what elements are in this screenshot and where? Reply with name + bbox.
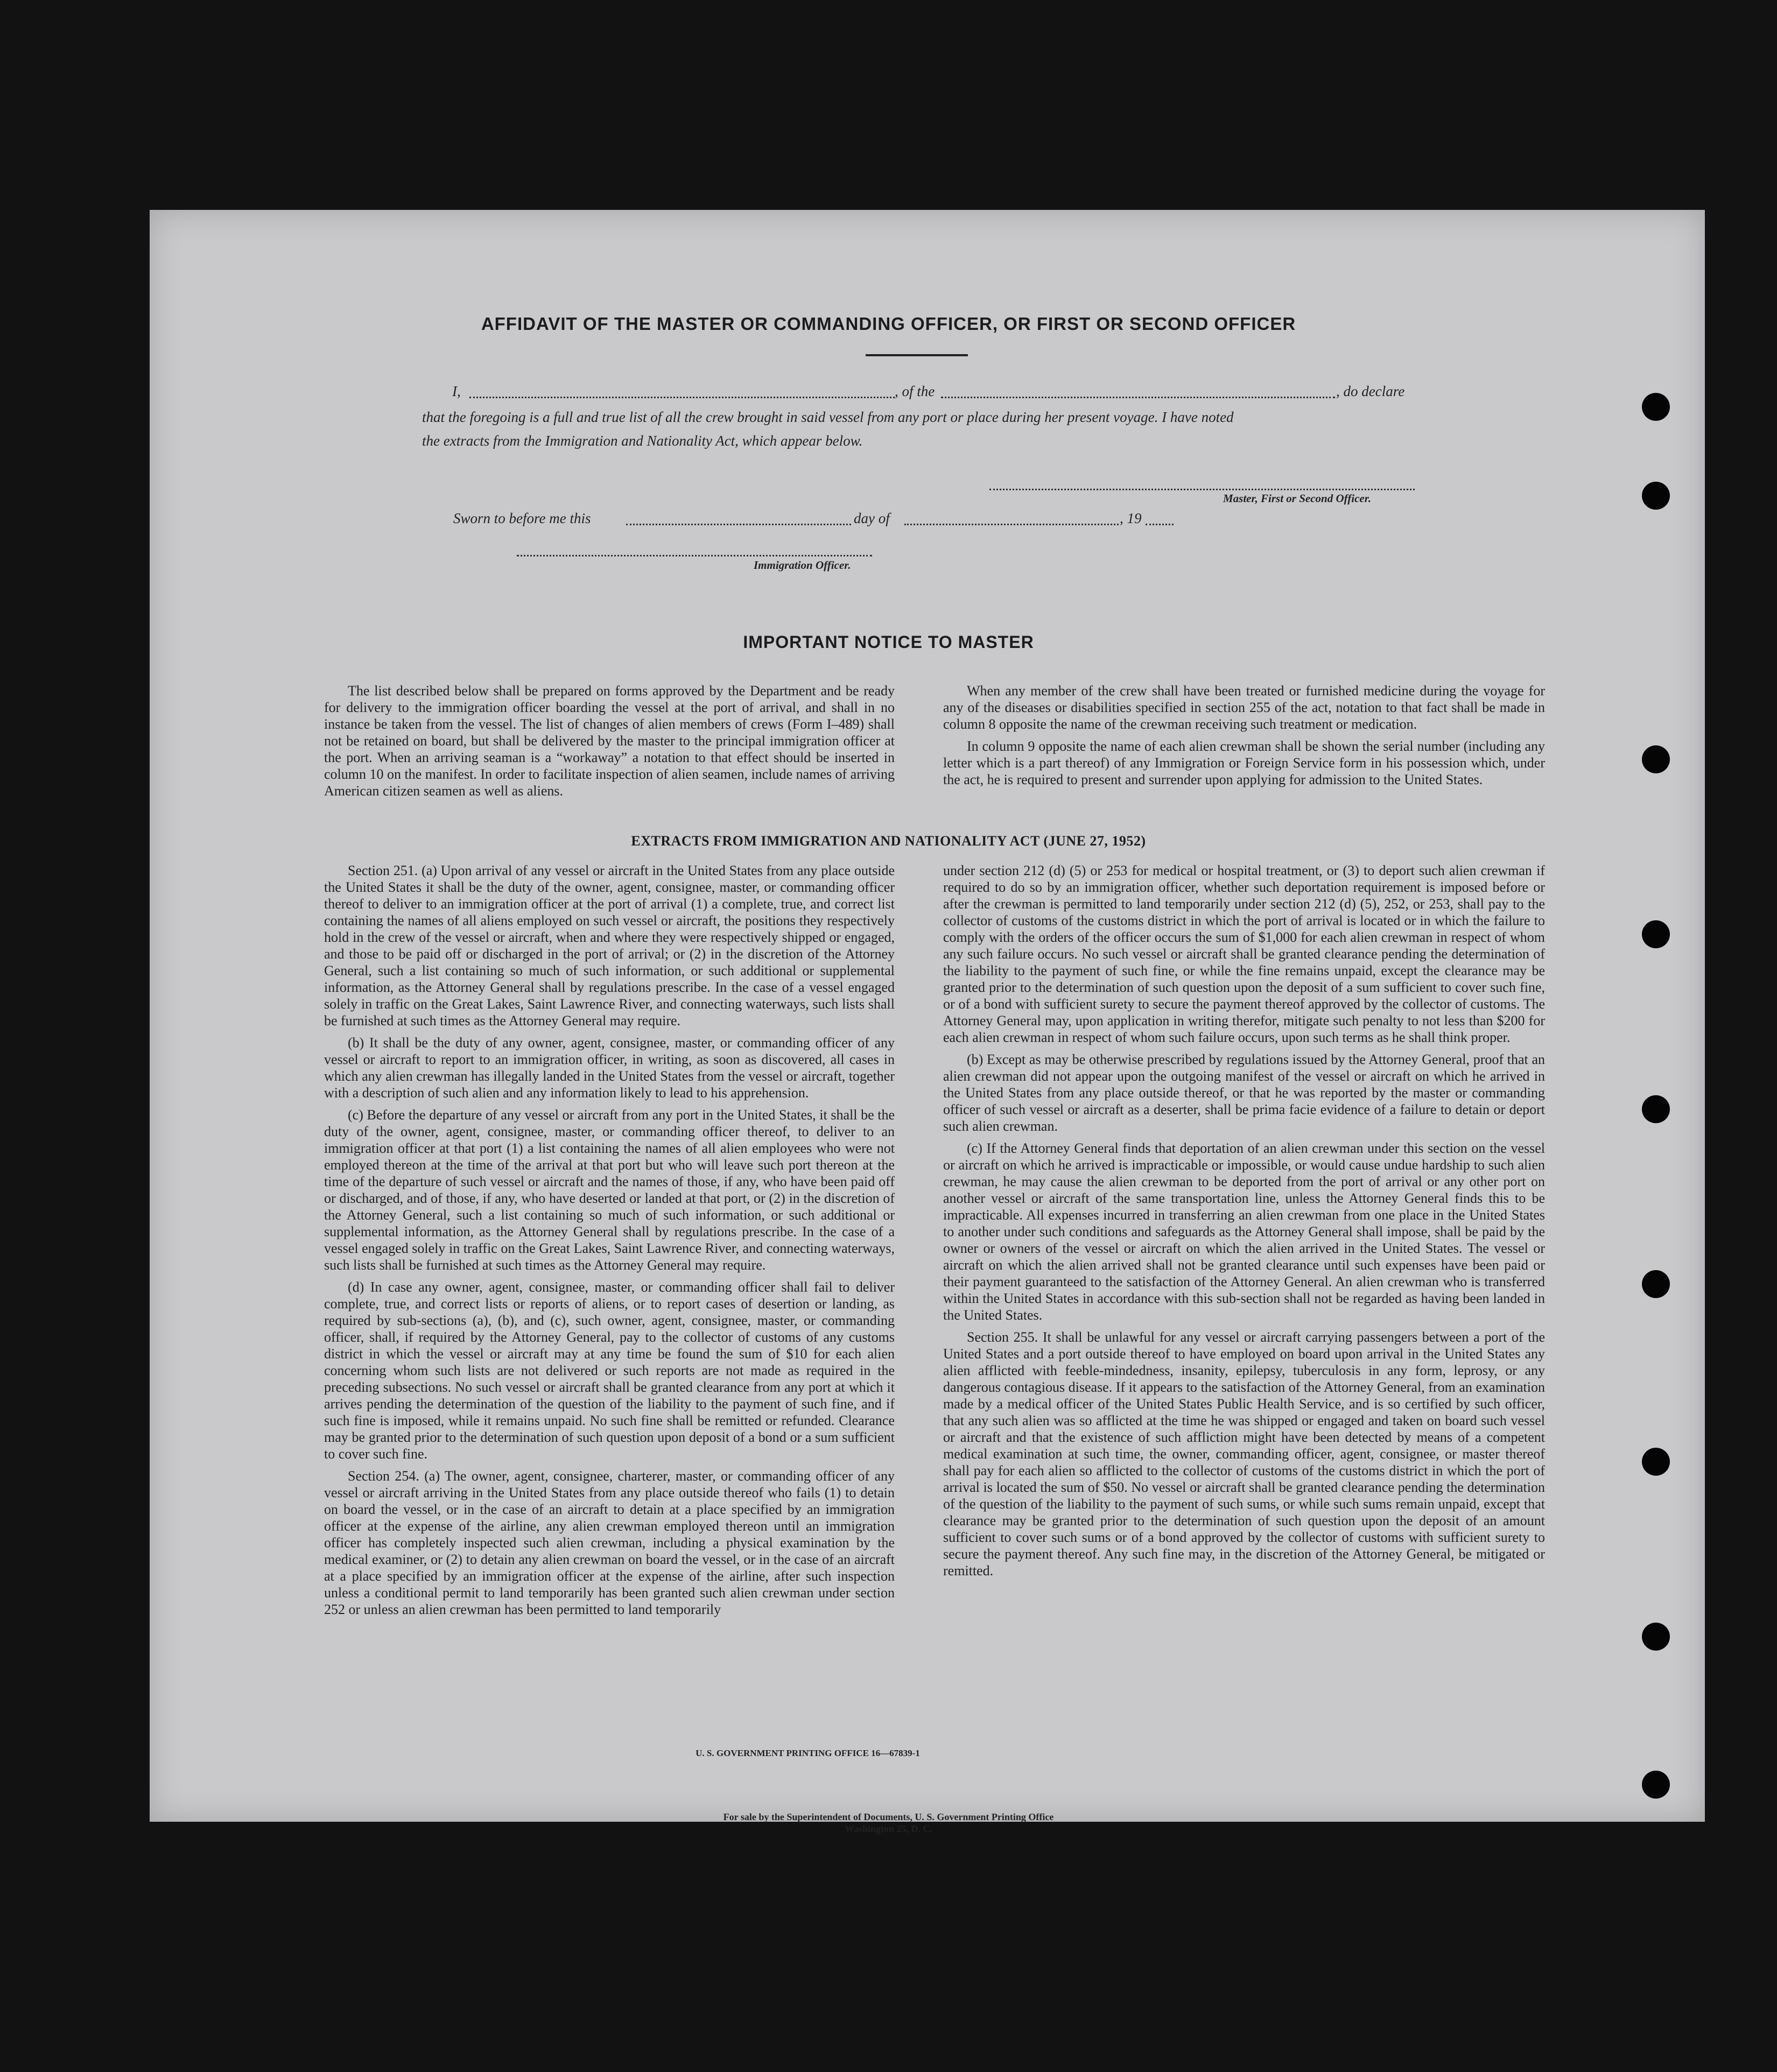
notice-left-column	[324, 682, 895, 805]
year-label: , 19	[1120, 510, 1142, 526]
officer-signature-label: Immigration Officer.	[754, 559, 851, 572]
name-field[interactable]	[469, 397, 895, 398]
punch-hole	[1642, 1095, 1670, 1123]
notice-left-paragraph: The list described below shall be prepared on forms approved by the Department and be ready for delivery to the immigration officer boarding the vessel at the port of arrival, and shall in no instance be taken from the vessel. The list of changes of alien members of crews (Form I–489) shall not be retained on board, but shall be delivered by the master to the principal immigration officer at the port. When an arriving seaman is a “workaway” a notation to that effect should be inserted in column 10 on the manifest. In order to facilitate inspection of alien seamen, include names of arriving American citizen seamen as well as aliens.	[324, 683, 895, 799]
section-251a: Section 251. (a) Upon arrival of any vessel or aircraft in the United States from any place outside the United States it shall be the duty of the owner, agent, consignee, master, or commanding officer thereof to deliver to an immigration officer at the port of arrival (1) a complete, true, and correct list containing the names of all aliens employed on such vessel or aircraft, the positions they respectively hold in the crew of the vessel or aircraft, when and where they were respectively shipped or engaged, and those to be paid off or discharged in the port of arrival; or (2) in the discretion of the Attorney General, such a list containing so much of such information, or such additional or supplemental information, as the Attorney General shall by regulations prescribe. In the case of a vessel engaged solely in traffic on the Great Lakes, Saint Lawrence River, and connecting waterways, such lists shall be furnished at such times as the Attorney General may require.	[324, 863, 895, 1028]
notice-right-paragraph: In column 9 opposite the name of each alien crewman shall be shown the serial number (including any letter which is a part thereof) of any Immigration or Foreign Service form in his possession which, under the act, he is required to present and surrender upon applying for admission to the United States.	[943, 738, 1545, 787]
punch-hole	[1642, 1623, 1670, 1651]
extracts-left-column	[324, 862, 895, 1623]
section-254a-continued: under section 212 (d) (5) or 253 for medical or hospital treatment, or (3) to deport such alien crewman if required to do so by an immigration officer, whether such deportation requirement is imposed before or after the crewman is permitted to land temporarily under section 212 (d) (5), 252, or 253, shall pay to the collector of customs of the customs district in which the port of arrival is located or in which the failure to comply with the orders of the officer occurs the sum of $1,000 for each alien crewman in respect of whom any such failure occurs. No such vessel or aircraft shall be granted clearance pending the determination of the liability to the payment of such fine, or while the fine remains unpaid, except the clearance may be granted prior to the determination of such question upon the deposit of a sum sufficient to cover such fine, or of a bond with sufficient surety to secure the payment thereof approved by the collector of customs. The Attorney General may, upon application in writing therefor, mitigate such penalty to not less than $200 for each alien crewman in respect of whom such failure occurs, upon such terms as he shall think proper.	[943, 863, 1545, 1045]
section-255: Section 255. It shall be unlawful for any vessel or aircraft carrying passengers between a port of the United States and a port outside thereof to have employed on board upon arrival in the United States any alien afflicted with feeble-mindedness, insanity, epilepsy, tuberculosis in any form, leprosy, or any dangerous contagious disease. If it appears to the satisfaction of the Attorney General, from an examination made by a medical officer of the United States Public Health Service, and is so certified by such officer, that any such alien was so afflicted at the time he was shipped or engaged and taken on board such vessel or aircraft and that the existence of such affliction might have been detected by means of a competent medical examination at such time, the owner, commanding officer, agent, consignee, or master thereof shall pay for each alien so afflicted to the collector of customs of the customs district in which the port of arrival is located the sum of $50. No vessel or aircraft shall be granted clearance pending the determination of the question of the liability to the payment of such sums, or while such sums remain unpaid, except that clearance may be granted prior to the determination of such question upon the deposit of an amount sufficient to cover such sums or of a bond approved by the collector of customs with sufficient surety to secure the payment thereof. Any such fine may, in the discretion of the Attorney General, be mitigated or remitted.	[943, 1329, 1545, 1578]
sale-notice-line2: Washington 25, D. C.	[844, 1823, 933, 1834]
punch-hole	[1642, 393, 1670, 421]
section-251b: (b) It shall be the duty of any owner, agent, consignee, master, or commanding officer of any vessel or aircraft to report to an immigration officer, in writing, as soon as discovered, all cases in which any alien crewman has illegally landed in the United States from the vessel or aircraft, together with a description of such alien and any information likely to lead to his apprehension.	[324, 1035, 895, 1101]
affidavit-declare-label: , do declare	[1336, 383, 1405, 399]
sworn-month-field[interactable]	[904, 524, 1119, 525]
extracts-title: EXTRACTS FROM IMMIGRATION AND NATIONALITY ACT (JUNE 27, 1952)	[631, 833, 1146, 849]
punch-hole	[1642, 1448, 1670, 1476]
extracts-right-column	[943, 862, 1545, 1584]
affidavit-title: AFFIDAVIT OF THE MASTER OR COMMANDING OFFICER, OR FIRST OR SECOND OFFICER	[481, 314, 1296, 334]
day-of-label: day of	[854, 510, 890, 526]
affidavit-of-the-label: , of the	[895, 383, 935, 399]
section-254a: Section 254. (a) The owner, agent, consignee, charterer, master, or commanding officer of any vessel or aircraft arriving in the United States from any place outside thereof who fails (1) to detain on board the vessel, or in the case of an aircraft to detain at a place specified by an immigration officer at the expense of the airline, any alien crewman employed thereon until an immigration officer has completely inspected such alien crewman, including a physical examination by the medical examiner, or (2) to detain any alien crewman on board the vessel, or in the case of an aircraft at a place specified by an immigration officer at the expense of the airline, after such inspection unless a conditional permit to land temporarily has been granted such alien crewman under section 252 or unless an alien crewman has been permitted to land temporarily	[324, 1468, 895, 1617]
master-signature-line[interactable]	[989, 489, 1415, 490]
sworn-day-field[interactable]	[626, 524, 851, 525]
punch-hole	[1642, 482, 1670, 510]
punch-hole	[1642, 920, 1670, 948]
punch-hole	[1642, 1270, 1670, 1298]
affidavit-statement-line1: that the foregoing is a full and true list of all the crew brought in said vessel from any port or place during her present voyage. I have noted	[422, 409, 1234, 425]
section-251c: (c) Before the departure of any vessel or aircraft from any port in the United States, it shall be the duty of the owner, agent, consignee, master, or commanding officer thereof, to deliver to an immigration officer at that port (1) a list containing the names of all alien employees who were not employed thereon at the time of the arrival at that port but who will leave such port thereon at the time of the departure of such vessel or aircraft and the names of those, if any, who have been paid off or discharged, and of those, if any, who have deserted or landed at that port, or (2) in the discretion of the Attorney General, such a list containing so much of such information, or such additional or supplemental information, as the Attorney General shall by regulations prescribe. In the case of a vessel engaged solely in traffic on the Great Lakes, Saint Lawrence River, and connecting waterways, such lists shall be furnished at such times as the Attorney General may require.	[324, 1107, 895, 1273]
master-signature-label: Master, First or Second Officer.	[1223, 492, 1371, 505]
punch-hole	[1642, 1771, 1670, 1799]
notice-right-column	[943, 682, 1545, 793]
punch-hole	[1642, 745, 1670, 773]
sworn-year-field[interactable]	[1146, 524, 1174, 525]
sworn-label: Sworn to before me this	[453, 510, 591, 526]
affidavit-i-label: I,	[452, 383, 461, 399]
officer-signature-line[interactable]	[517, 555, 872, 556]
notice-right-paragraph: When any member of the crew shall have been treated or furnished medicine during the voyage for any of the diseases or disabilities specified in section 255 of the act, notation to that fact shall be made in column 8 opposite the name of the crewman receiving such treatment or medication.	[943, 683, 1545, 732]
vessel-field[interactable]	[941, 397, 1335, 398]
affidavit-statement-line2: the extracts from the Immigration and Nationality Act, which appear below.	[422, 433, 863, 449]
section-254c: (c) If the Attorney General finds that deportation of an alien crewman under this section on the vessel or aircraft on which he arrived is impracticable or impossible, or would cause undue hardship to such alien crewman, he may cause the alien crewman to be deported from the port of arrival or any other port on another vessel or aircraft of the same transportation line, unless the Attorney General finds this to be impracticable. All expenses incurred in transferring an alien crewman from one place in the United States to another under such conditions and safeguards as the Attorney General shall impose, shall be paid by the owner or owners of the vessel or aircraft on which the alien arrived in the United States. The vessel or aircraft on which the alien arrived shall not be granted clearance until such expenses have been paid or their payment guaranteed to the satisfaction of the Attorney General. An alien crewman who is transferred within the United States in accordance with this sub-section shall not be regarded as having been landed in the United States.	[943, 1140, 1545, 1323]
section-254b: (b) Except as may be otherwise prescribed by regulations issued by the Attorney General, proof that an alien crewman did not appear upon the outgoing manifest of the vessel or aircraft on which he arrived in the United States from any place outside thereof, or that he was reported by the master or commanding officer of such vessel or aircraft as a deserter, shall be prima facie evidence of a failure to detain or deport such alien crewman.	[943, 1052, 1545, 1134]
sale-notice-line1: For sale by the Superintendent of Documents, U. S. Government Printing Office	[723, 1812, 1054, 1822]
title-divider	[866, 354, 968, 356]
notice-title: IMPORTANT NOTICE TO MASTER	[743, 632, 1034, 652]
section-251d: (d) In case any owner, agent, consignee, master, or commanding officer shall fail to deliver complete, true, and correct lists or reports of aliens, or to report cases of desertion or landing, as required by sub-sections (a), (b), and (c), such owner, agent, consignee, master, or commanding officer, shall, if required by the Attorney General, pay to the collector of customs of any customs district in which the vessel or aircraft may at any time be found the sum of $10 for each alien concerning whom such lists are not delivered or such reports are not made as required in the preceding subsections. No such vessel or aircraft shall be granted clearance from any port at which it arrives pending the determination of the question of the liability to the payment of such fine, and if such fine is imposed, while it remains unpaid. No such fine shall be remitted or refunded. Clearance may be granted prior to the determination of such question upon deposit of a bond or a sum sufficient to cover such fine.	[324, 1279, 895, 1462]
printing-office-imprint: U. S. GOVERNMENT PRINTING OFFICE 16—67839-1	[696, 1748, 920, 1758]
